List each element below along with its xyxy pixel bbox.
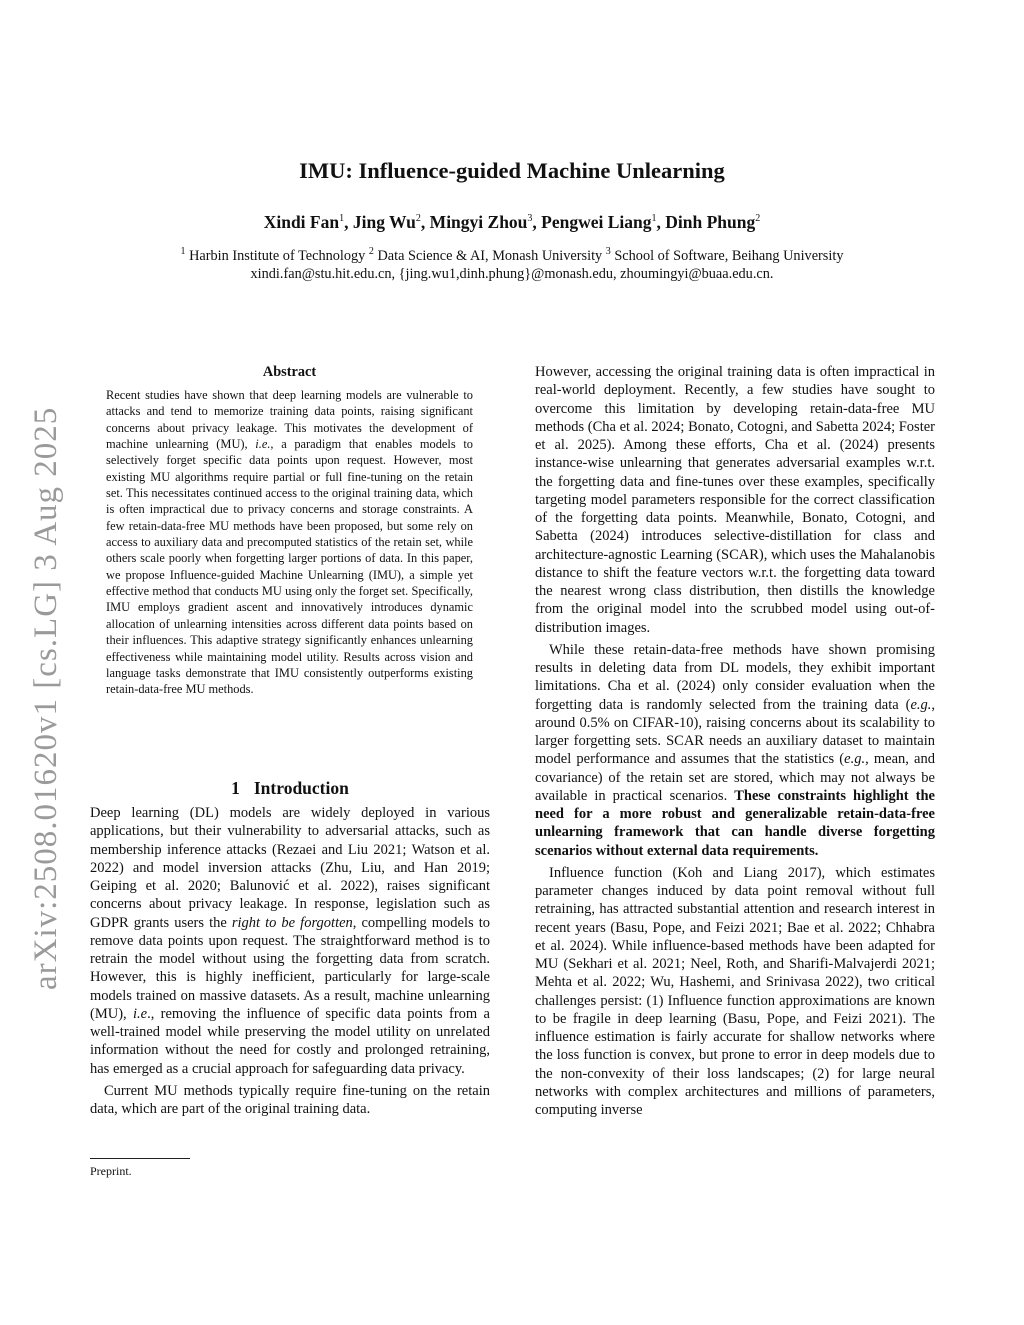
arxiv-stamp: arXiv:2508.01620v1 [cs.LG] 3 Aug 2025	[28, 406, 64, 990]
body-paragraph	[535, 641, 935, 860]
affiliation-number: 1	[180, 246, 186, 257]
affiliation: Data Science & AI, Monash University	[373, 247, 606, 264]
paragraph-text: ., removing the influence of specific data points from a well-trained model while preserving the model utility on unrelated information without the need for costly and prolonged retraining, has emerged as a crucial approach for safeguarding data privacy.	[90, 1005, 490, 1077]
paragraph-text: , mean, and covariance) of the retain set are stored, which may not always be available in practical scenarios.	[535, 751, 935, 804]
author-affiliation-mark: 1	[651, 213, 657, 225]
section-title: Introduction	[253, 778, 349, 798]
abstract-body	[106, 387, 473, 698]
affiliation-number: 3	[605, 246, 611, 257]
paragraph-text: Deep learning (DL) models are widely deployed in various applications, but their vulnerability to adversarial attacks, such as membership inference attacks (Rezaei and Liu 2021; Watson et al. 2022) and model inversion attacks (Zhu, Liu, and Han 2019; Geiping et al. 2020; Balunović et al. 2022), raises significant concerns about privacy leakage. In response, legislation such as GDPR grants users the	[90, 805, 490, 931]
author-affiliation-mark: 3	[527, 213, 533, 225]
affiliations	[0, 246, 1024, 265]
right-column	[535, 363, 935, 1119]
intro-paragraph	[90, 804, 490, 1078]
author: Pengwei Liang	[541, 212, 652, 232]
section-number: 1	[231, 778, 240, 798]
author: Jing Wu	[352, 212, 416, 232]
paragraph-text: , around 0.5% on CIFAR-10), raising concerns about its scalability to larger forgetting sets. SCAR needs an auxiliary dataset to maintain model performance and assumes that the statistics (	[535, 696, 935, 768]
abstract-text: Recent studies have shown that deep learning models are vulnerable to attacks and tend to memorize training data points, raising significant concerns about privacy leakage. This motivates the development of machine unlearning (MU),	[106, 388, 473, 452]
author: Xindi Fan	[263, 212, 340, 232]
abstract-section	[106, 364, 473, 698]
paragraph-text-italic: right to be forgotten	[231, 914, 353, 931]
paragraph-text-italic: i.e	[132, 1005, 148, 1022]
left-column	[90, 804, 490, 1118]
abstract-text-italic: i.e.	[255, 437, 271, 452]
footnote: Preprint.	[90, 1164, 132, 1178]
affiliation: School of Software, Beihang University	[610, 247, 844, 264]
author: Mingyi Zhou	[429, 212, 528, 232]
intro-paragraph: Current MU methods typically require fine-tuning on the retain data, which are part of the original training data.	[90, 1082, 490, 1117]
author-separator: ,	[420, 212, 430, 232]
author: Dinh Phung	[665, 212, 756, 232]
body-paragraph: Influence function (Koh and Liang 2017), which estimates parameter changes induced by data point removal without full retraining, has attracted substantial attention and research interest in recent years (Basu, Pope, and Feizi 2021; Bae et al. 2022; Chhabra et al. 2024). While influence-based methods have been adapted for MU (Sekhari et al. 2021; Neel, Roth, and Sharifi-Malvajerdi 2021; Mehta et al. 2022; Wu, Hashemi, and Srinivasa 2022), two critical challenges persist: (1) Influence function approximations are known to be fragile in deep learning (Basu, Pope, and Feizi 2021). The influence estimation is fairly accurate for shallow networks where the loss function is convex, but prone to error in deep models due to the non-convexity of their loss landscapes; (2) for large neural networks with complex architectures and millions of parameters, computing inverse	[535, 864, 935, 1118]
affiliation: Harbin Institute of Technology	[185, 247, 369, 264]
author-separator: ,	[344, 212, 353, 232]
paragraph-text-italic: e.g.	[844, 751, 866, 768]
author-affiliation-mark: 2	[755, 213, 761, 225]
paragraph-text: , compelling models to remove data points upon request. The straightforward method is to retrain the model without using the forgetting data from scratch. However, this is highly inefficient, particularly for large-scale models trained on massive datasets. As a result, machine unlearning (MU),	[90, 914, 490, 1022]
author-list	[0, 212, 1024, 233]
paragraph-text-italic: e.g.	[910, 696, 932, 713]
footnote-rule	[90, 1158, 190, 1159]
body-paragraph: However, accessing the original training data is often impractical in real-world deployment. Recently, a few studies have sought to overcome this limitation by developing retain-data-free MU methods (Cha et al. 2024; Bonato, Cotogni, and Sabetta 2024; Foster et al. 2025). Among these efforts, Cha et al. (2024) presents instance-wise unlearning that generates adversarial examples w.r.t. the forgetting data and fine-tunes over these examples, specifically targeting model parameters responsible for the correct classification of the forgetting data points. Meanwhile, Bonato, Cotogni, and Sabetta (2024) introduces selective-distillation for class and architecture-agnostic Learning (SCAR), which uses the Mahalanobis distance to shift the feature vectors w.r.t. the forgetting data toward the nearest wrong class distribution, then distills the knowledge from the original model into the scrubbed model using out-of-distribution images.	[535, 364, 935, 636]
paper-title: IMU: Influence-guided Machine Unlearning	[299, 158, 725, 183]
abstract-text: , a paradigm that enables models to selectively forget specific data points upon request. However, most existing MU algorithms require partial or full fine-tuning on the retain set. This necessitates continued access to the original training data, which is often impractical due to privacy concerns and storage constraints. A few retain-data-free MU methods have been proposed, but some rely on access to auxiliary data and precomputed statistics of the retain set, while others scale poorly when forgetting larger portions of data. In this paper, we propose Influence-guided Machine Unlearning (IMU), a simple yet effective method that conducts MU using only the forget set. Specifically, IMU employs gradient ascent and innovatively introduces dynamic allocation of unlearning intensities across different data points based on their influences. This adaptive strategy significantly enhances unlearning effectiveness while maintaining model utility. Results across vision and language tasks demonstrate that IMU consistently outperforms existing retain-data-free MU methods.	[106, 437, 473, 697]
paragraph-text-bold: These constraints highlight the need for a more robust and generalizable retain-data-free unlearning framework that can handle diverse forgetting scenarios without external data requirements.	[535, 787, 935, 859]
author-emails[interactable]: xindi.fan@stu.hit.edu.cn, {jing.wu1,dinh.phung}@monash.edu, zhoumingyi@buaa.edu.cn.	[250, 266, 774, 282]
author-separator: ,	[656, 212, 666, 232]
author-separator: ,	[532, 212, 542, 232]
affiliation-number: 2	[368, 246, 374, 257]
paragraph-text: While these retain-data-free methods have shown promising results in deleting data from DL models, they exhibit important limitations. Cha et al. (2024) only consider evaluation when the forgetting data is randomly selected from the training data (	[535, 641, 935, 713]
section-heading-introduction	[90, 778, 490, 799]
abstract-heading: Abstract	[262, 364, 317, 380]
author-affiliation-mark: 2	[415, 213, 421, 225]
author-affiliation-mark: 1	[339, 213, 345, 225]
